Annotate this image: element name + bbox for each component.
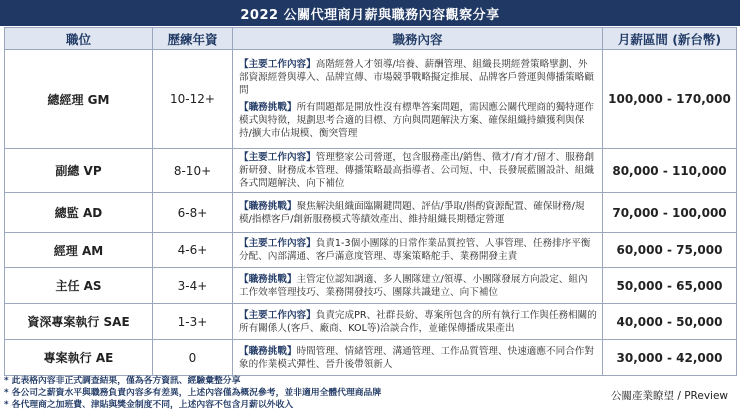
header-position: 職位 — [5, 28, 153, 50]
duty-cell — [233, 340, 603, 376]
duty-cell — [233, 149, 603, 193]
duty-text: 高階經營人才領導/培養、薪酬管理、組織長期經營策略擘劃、外部資源經營與導入、品牌宣傳、市場競爭戰略擬定推展、品牌客戶營運與傳播策略顧問 — [239, 59, 594, 96]
salary-cell: 30,000 - 42,000 — [603, 340, 737, 376]
duty-text: 負責完成PR、社群長紛、專案所包含的所有執行工作與任務相關的所有關係人(客戶、廠商、KOL等)洽談合作，並確保傳播成果產出 — [239, 309, 597, 334]
salary-cell: 100,000 - 170,000 — [603, 50, 737, 149]
years-cell: 10-12+ — [153, 50, 233, 149]
duty-cell — [233, 233, 603, 268]
table-header-row — [5, 28, 737, 50]
years-cell: 8-10+ — [153, 149, 233, 193]
position-cell: 副總 VP — [5, 149, 153, 193]
header-salary: 月薪區間 (新台幣) — [603, 28, 737, 50]
salary-cell: 50,000 - 65,000 — [603, 268, 737, 304]
position-cell: 總經理 GM — [5, 50, 153, 149]
position-cell: 經理 AM — [5, 233, 153, 268]
duty-text: 負責1-3個小團隊的日常作業品質控管、人事管理、任務排序平衡分配、內部溝通、客戶滿意度管理、專案策略舵手、業務開發主責 — [239, 238, 591, 262]
footnote: * 各代理商之加班費、津貼與獎金制度不同，上述內容不包含月薪以外收入 — [4, 400, 294, 410]
duty-text: 管理整家公司營運，包含服務產出/銷售、徵才/育才/留才、服務創新研發、財務成本管理、傳播策略最高指導者、公司短、中、長發展藍圖設計、組織各式問題解決、向下補位 — [239, 152, 595, 189]
footnote: * 此表格內容非正式調查結果，僅為各方資訊、經驗彙整分享 — [4, 376, 241, 386]
position-cell: 總監 AD — [5, 193, 153, 233]
duty-tag: 【職務挑戰】 — [239, 345, 297, 357]
duty-tag: 【主要工作內容】 — [239, 152, 316, 163]
table-row — [5, 149, 737, 193]
duty-cell — [233, 304, 603, 340]
table-row — [5, 340, 737, 376]
salary-cell: 70,000 - 100,000 — [603, 193, 737, 233]
years-cell: 0 — [153, 340, 233, 376]
duty-tag: 【職務挑戰】 — [239, 200, 297, 212]
footnotes — [4, 375, 544, 411]
years-cell: 3-4+ — [153, 268, 233, 304]
table-row — [5, 268, 737, 304]
table-row — [5, 233, 737, 268]
table-row — [5, 193, 737, 233]
years-cell: 4-6+ — [153, 233, 233, 268]
duty-tag: 【主要工作內容】 — [239, 238, 316, 249]
duty-text: 所有問題都是開放性沒有標準答案問題，需因應公關代理商的獨特運作模式與特徵，規劃思考合適的目標、方向與問題解決方案、確保組織持續獲利與保持/擴大市佔規模、衡突管理 — [239, 102, 594, 139]
duty-tag: 【主要工作內容】 — [239, 59, 316, 70]
header-duties: 職務內容 — [233, 28, 603, 50]
table-row — [5, 50, 737, 149]
position-cell: 專案執行 AE — [5, 340, 153, 376]
duty-text: 時間管理、情緒管理、溝通管理、工作品質管理、快速適應不同合作對象的作業模式彈性、晉升後帶領新人 — [239, 345, 594, 370]
position-cell: 主任 AS — [5, 268, 153, 304]
duty-tag: 【職務挑戰】 — [239, 102, 297, 113]
position-cell: 資深專案執行 SAE — [5, 304, 153, 340]
years-cell: 6-8+ — [153, 193, 233, 233]
page-title: 2022 公關代理商月薪與職務內容觀察分享 — [0, 0, 740, 26]
duty-text: 聚焦解決組織面臨關鍵問題、評估/爭取/斟酌資源配置、確保財務/規模/指標客戶/創新服務模式等績效產出、維持組織長期穩定營運 — [239, 200, 585, 225]
header-years: 歷練年資 — [153, 28, 233, 50]
footnote: * 各公司之薪資水平與職務負責內容多有差異，上述內容僅為概況參考，並非適用全體代理商品牌 — [4, 388, 382, 398]
duty-cell — [233, 268, 603, 304]
duty-tag: 【主要工作內容】 — [239, 309, 316, 321]
years-cell: 1-3+ — [153, 304, 233, 340]
duty-tag: 【職務挑戰】 — [239, 273, 297, 285]
salary-cell: 80,000 - 110,000 — [603, 149, 737, 193]
duty-cell — [233, 50, 603, 149]
source-credit: 公關產業瞭望 / PReview — [610, 390, 728, 402]
salary-cell: 40,000 - 50,000 — [603, 304, 737, 340]
duty-cell — [233, 193, 603, 233]
salary-table — [4, 27, 737, 376]
salary-cell: 60,000 - 75,000 — [603, 233, 737, 268]
duty-text: 主管定位認知調適、多人團隊建立/領導、小團隊發展方向設定、組內工作效率管理技巧、業務開發技巧、團隊共識建立、向下補位 — [239, 273, 588, 298]
table-row — [5, 304, 737, 340]
